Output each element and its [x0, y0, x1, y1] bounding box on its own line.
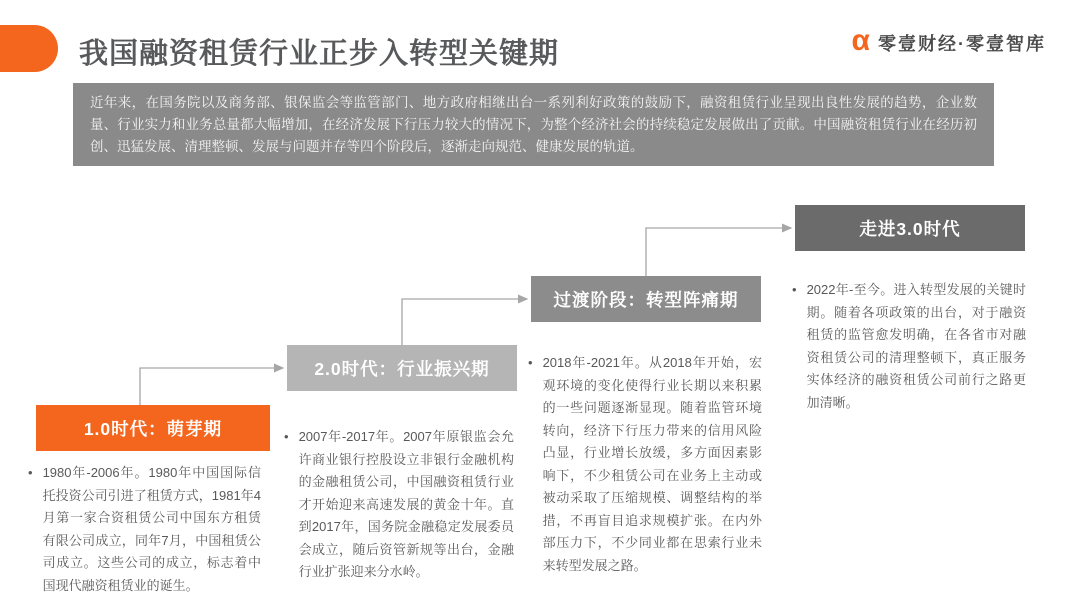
bullet-dot: •	[528, 355, 533, 370]
title-accent-pill	[0, 25, 58, 72]
stage-desc-2	[284, 426, 514, 584]
connector-arrow-3	[646, 228, 791, 276]
stage-box-4: 走进3.0时代	[795, 205, 1025, 251]
connector-arrow-2	[402, 299, 527, 345]
logo-text: 零壹财经·零壹智库	[878, 34, 1046, 54]
stage-box-3: 过渡阶段：转型阵痛期	[531, 276, 761, 322]
stage-desc-4	[792, 279, 1026, 414]
stage-desc-text: 2022年-至今。进入转型发展的关键时期。随着各项政策的出台，对于融资租赁的监管愈发明确，在各省市对融资租赁公司的清理整顿下，真正服务实体经济的融资租赁公司前行之路更加清晰。	[806, 282, 1026, 410]
logo-alpha-icon: α	[851, 24, 870, 57]
intro-paragraph: 近年来，在国务院以及商务部、银保监会等监管部门、地方政府相继出台一系列利好政策的鼓励下，融资租赁行业呈现出良性发展的趋势，企业数量、行业实力和业务总量都大幅增加，在经济发展下行压力较大的情况下，为整个经济社会的持续稳定发展做出了贡献。中国融资租赁行业在经历初创、迅猛发展、清理整顿、发展与问题并存等四个阶段后，逐渐走向规范、健康发展的轨道。	[73, 83, 994, 166]
connector-arrow-1	[140, 368, 283, 405]
page-title: 我国融资租赁行业正步入转型关键期	[79, 38, 560, 70]
stage-box-2: 2.0时代：行业振兴期	[287, 345, 517, 391]
stage-desc-text: 2007年-2017年。2007年原银监会允许商业银行控股设立非银行金融机构的金融租赁公司，中国融资租赁行业才开始迎来高速发展的黄金十年。直到2017年，国务院金融稳定发展委员会成立，随后资管新规等出台，金融行业扩张迎来分水岭。	[298, 429, 514, 579]
stage-box-1: 1.0时代：萌芽期	[36, 405, 270, 451]
stage-desc-text: 2018年-2021年。从2018年开始，宏观环境的变化使得行业长期以来积累的一些问题逐渐显现。随着监管环境转向，经济下行压力带来的信用风险凸显，行业增长放缓，多方面因素影响下，不少租赁公司在业务上主动或被动采取了压缩规模、调整结构的举措，不再盲目追求规模扩张。在内外部压力下，不少同业都在思索行业未来转型发展之路。	[542, 355, 762, 573]
bullet-dot: •	[284, 429, 289, 444]
stage-desc-3	[528, 352, 762, 577]
brand-logo	[851, 24, 1046, 58]
stage-desc-text: 1980年-2006年。1980年中国国际信托投资公司引进了租赁方式，1981年4月第一家合资租赁公司中国东方租赁有限公司成立，同年7月，中国租赁公司成立。这些公司的成立，标志着中国现代融资租赁业的诞生。	[42, 465, 261, 593]
stage-desc-1	[28, 462, 261, 597]
bullet-dot: •	[28, 465, 33, 480]
bullet-dot: •	[792, 282, 797, 297]
